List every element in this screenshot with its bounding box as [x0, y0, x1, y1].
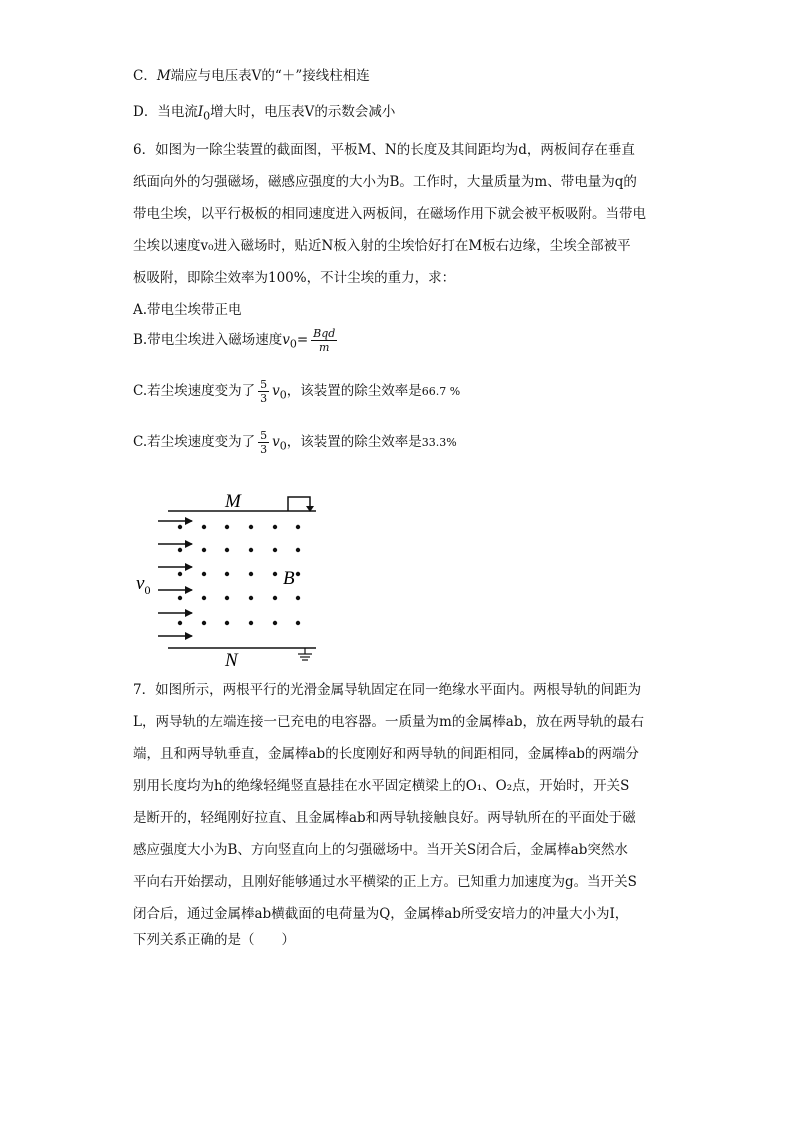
q6-stem-line-5: 板吸附，即除尘效率为100%，不计尘埃的重力，求：: [133, 270, 456, 286]
q6-stem-line-4: 尘埃以速度v₀进入磁场时，贴近N板入射的尘埃恰好打在M板右边缘，尘埃全部被平: [133, 238, 631, 254]
q6-stem-line-1: 6．如图为一除尘装置的截面图，平板M、N的长度及其间距均为d，两板间存在垂直: [133, 142, 635, 158]
field-dot: [249, 596, 253, 600]
label-b: B: [283, 568, 295, 589]
field-dot: [178, 596, 182, 600]
q7-stem-line-6: 感应强度大小为B、方向竖直向上的匀强磁场中。当开关S闭合后，金属棒ab突然水: [133, 842, 628, 858]
field-dot: [202, 525, 206, 529]
label-v: $v_0$: [136, 573, 151, 597]
field-dot: [273, 596, 277, 600]
field-dot: [225, 572, 229, 576]
field-dot: [225, 525, 229, 529]
speed-fraction: $\frac{5}{3}$: [260, 429, 268, 456]
field-dot: [296, 525, 300, 529]
field-dot: [296, 621, 300, 625]
dust-collector-diagram: [130, 486, 330, 671]
field-dot: [273, 621, 277, 625]
field-dot: [178, 525, 182, 529]
field-dot: [249, 525, 253, 529]
field-dot: [273, 572, 277, 576]
field-dot: [249, 621, 253, 625]
field-dot: [202, 621, 206, 625]
field-dot: [249, 548, 253, 552]
q7-stem-line-8: 闭合后，通过金属棒ab横截面的电荷量为Q，金属棒ab所受安培力的冲量大小为I，: [133, 906, 629, 922]
field-dot: [178, 621, 182, 625]
magnetic-field-dots: [178, 525, 300, 625]
velocity-arrows: [158, 521, 192, 636]
connection-wire: [288, 497, 310, 511]
q7-stem-line-5: 是断开的，轻绳刚好拉直、且金属棒ab和两导轨接触良好。两导轨所在的平面处于磁: [133, 810, 636, 826]
field-dot: [178, 572, 182, 576]
q6-stem-line-2: 纸面向外的匀强磁场，磁感应强度的大小为B。工作时，大量质量为m、带电量为q的: [133, 174, 637, 190]
label-m: M: [225, 491, 241, 512]
field-dot: [202, 548, 206, 552]
speed-fraction: $\frac{5}{3}$: [260, 378, 268, 405]
field-dot: [225, 621, 229, 625]
q5-option-d: D．当电流$I_0$增大时，电压表V的示数会减小: [133, 104, 396, 123]
q7-stem-line-9: 下列关系正确的是（ ）: [133, 932, 295, 948]
field-dot: [249, 572, 253, 576]
q6-option-b: B.带电尘埃进入磁场速度$v_0=$ $\frac{\text{Bqd}}{m}$: [133, 327, 336, 354]
field-dot: [273, 525, 277, 529]
q6-option-c2: C.若尘埃速度变为了 $\frac{5}{3}$ $v_0$，该装置的除尘效率是33.3%: [133, 429, 457, 456]
q7-stem-line-3: 端，且和两导轨垂直，金属棒ab的长度刚好和两导轨的间距相同，金属棒ab的两端分: [133, 746, 639, 762]
field-dot: [273, 548, 277, 552]
velocity-fraction: $\frac{\text{Bqd}}{m}$: [313, 327, 336, 354]
field-dot: [296, 548, 300, 552]
field-dot: [202, 572, 206, 576]
q5-option-c: C．M端应与电压表V的“＋”接线柱相连: [133, 68, 370, 84]
q7-stem-line-4: 别用长度均为h的绝缘轻绳竖直悬挂在水平固定横梁上的O₁、O₂点，开始时，开关S: [133, 778, 630, 794]
field-dot: [296, 596, 300, 600]
q7-stem-line-1: 7．如图所示，两根平行的光滑金属导轨固定在同一绝缘水平面内。两根导轨的间距为: [133, 682, 642, 698]
q6-option-c1: C.若尘埃速度变为了 $\frac{5}{3}$ $v_0$，该装置的除尘效率是66.7 %: [133, 378, 461, 405]
q6-option-a: A.带电尘埃带正电: [133, 302, 242, 318]
field-dot: [178, 548, 182, 552]
q7-stem-line-2: L，两导轨的左端连接一已充电的电容器。一质量为m的金属棒ab，放在两导轨的最右: [133, 714, 644, 730]
field-dot: [202, 596, 206, 600]
q7-stem-line-7: 平向右开始摆动，且刚好能够通过水平横梁的正上方。已知重力加速度为g。当开关S: [133, 874, 637, 890]
label-n: N: [225, 650, 238, 671]
field-dot: [225, 596, 229, 600]
q6-stem-line-3: 带电尘埃，以平行极板的相同速度进入两板间，在磁场作用下就会被平板吸附。当带电: [133, 206, 646, 222]
field-dot: [296, 572, 300, 576]
field-dot: [225, 548, 229, 552]
